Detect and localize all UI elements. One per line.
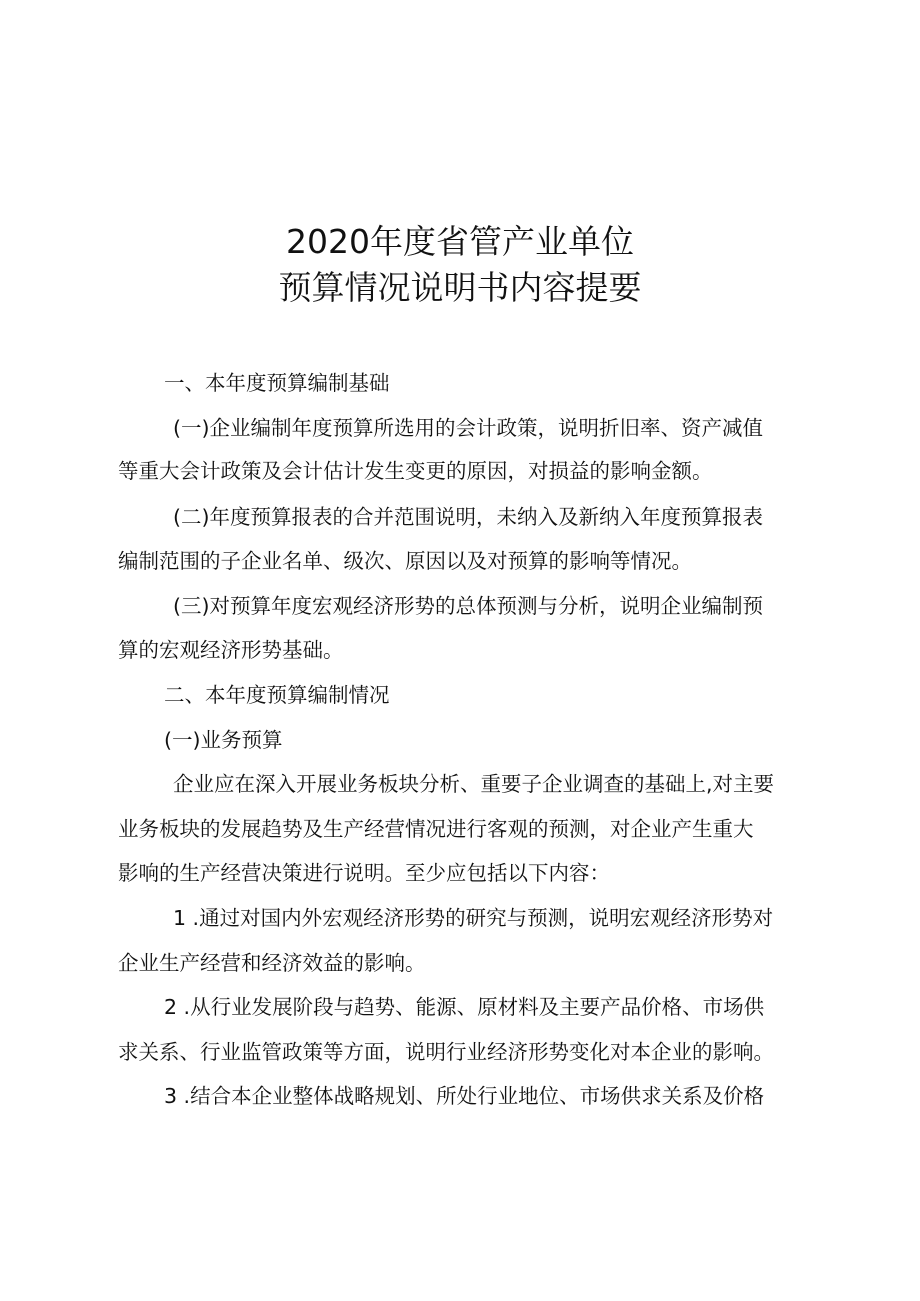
paragraph-line: (三)对预算年度宏观经济形势的总体预测与分析，说明企业编制预 — [173, 594, 763, 618]
list-item-line: 3 .结合本企业整体战略规划、所处行业地位、市场供求关系及价格 — [164, 1084, 765, 1108]
paragraph-line: 业务板块的发展趋势及生产经营情况进行客观的预测，对企业产生重大 — [118, 817, 754, 841]
paragraph-line: 算的宏观经济形势基础。 — [118, 638, 344, 662]
paragraph-line: (二)年度预算报表的合并范围说明，未纳入及新纳入年度预算报表 — [173, 505, 763, 529]
section-heading-2: 二、本年度预算编制情况 — [164, 683, 390, 707]
list-item-line: 1 .通过对国内外宏观经济形势的研究与预测，说明宏观经济形势对 — [173, 906, 774, 930]
paragraph-line: (一)企业编制年度预算所选用的会计政策，说明折旧率、资产减值 — [173, 416, 763, 440]
paragraph-line: 企业应在深入开展业务板块分析、重要子企业调查的基础上,对主要 — [173, 772, 775, 796]
list-item-line: 企业生产经营和经济效益的影响。 — [118, 951, 426, 975]
section-heading-1: 一、本年度预算编制基础 — [164, 371, 390, 395]
paragraph-line: 编制范围的子企业名单、级次、原因以及对预算的影响等情况。 — [118, 549, 692, 573]
paragraph-line: 等重大会计政策及会计估计发生变更的原因，对损益的影响金额。 — [118, 459, 713, 483]
document-title-line-1: 2020年度省管产业单位 — [286, 222, 634, 261]
paragraph-line: 影响的生产经营决策进行说明。至少应包括以下内容： — [118, 861, 610, 885]
document-title-line-2: 预算情况说明书内容提要 — [278, 268, 642, 307]
list-item-line: 2 .从行业发展阶段与趋势、能源、原材料及主要产品价格、市场供 — [164, 995, 765, 1019]
list-item-line: 求关系、行业监管政策等方面，说明行业经济形势变化对本企业的影响。 — [118, 1040, 774, 1064]
subsection-heading: (一)业务预算 — [164, 728, 283, 752]
